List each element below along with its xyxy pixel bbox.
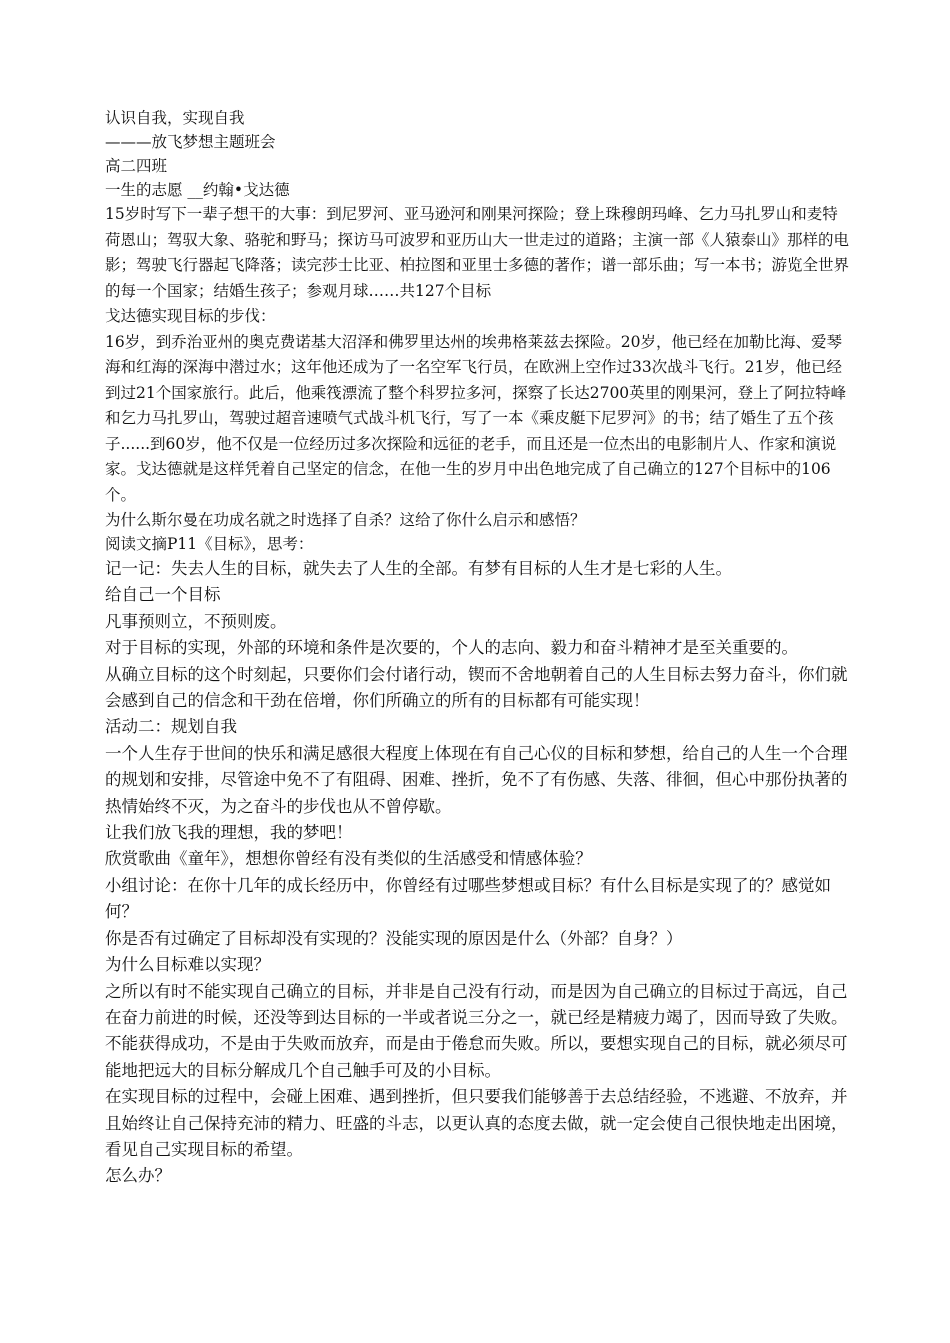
why-hard-heading: 为什么目标难以实现？	[105, 955, 270, 975]
importance-paragraph: 对于目标的实现，外部的环境和条件是次要的，个人的志向、毅力和奋斗精神才是至关重要的。	[105, 638, 798, 658]
unrealized-paragraph: 你是否有过确定了目标却没有实现的？没能实现的原因是什么（外部？自身？）	[105, 928, 683, 948]
give-goal-heading: 给自己一个目标	[105, 585, 221, 605]
song-paragraph: 欣赏歌曲《童年》，想想你曾经有没有类似的生活感受和情感体验？	[105, 849, 592, 869]
steps-heading: 戈达德实现目标的步伐：	[105, 307, 276, 325]
document-subtitle: ———放飞梦想主题班会	[105, 133, 276, 151]
proverb-paragraph: 凡事预则立，不预则废。	[105, 611, 287, 631]
document-title: 认识自我，实现自我	[105, 109, 245, 127]
action-paragraph: 从确立目标的这个时刻起，只要你们会付诸行动，锲而不舍地朝着自己的人生目标去努力奋斗，你们就会感到自己的信念和干劲在倍增，你们所确立的所有的目标都有可能实现！	[105, 664, 848, 711]
activity-heading: 活动二：规划自我	[105, 717, 237, 737]
reading-prompt: 阅读文摘P11《目标》，思考：	[105, 535, 314, 553]
story-heading: 一生的志愿 __约翰•戈达德	[105, 181, 290, 199]
dream-paragraph: 让我们放飞我的理想，我的梦吧！	[105, 823, 353, 843]
happiness-paragraph: 一个人生存于世间的快乐和满足感很大程度上体现在有自己心仪的目标和梦想，给自己的人生一个合理的规划和安排，尽管途中免不了有阻碍、困难、挫折，免不了有伤感、失落、徘徊，但心中那份执著的热情始终不灭，为之奋斗的步伐也从不曾停歇。	[105, 743, 848, 816]
remember-paragraph: 记一记：失去人生的目标，就失去了人生的全部。有梦有目标的人生才是七彩的人生。	[105, 559, 732, 578]
goals-paragraph: 15岁时写下一辈子想干的大事：到尼罗河、亚马逊河和刚果河探险；登上珠穆朗玛峰、乞力马扎罗山和麦特荷恩山；驾驭大象、骆驼和野马；探访马可波罗和亚历山大一世走过的道路；主演一部《人猿泰山》那样的电影；驾驶飞行器起飞降落；读完莎士比亚、柏拉图和亚里士多德的著作；谱一部乐曲；写一本书；游览全世界的每一个国家；结婚生孩子；参观月球……共127个目标	[105, 205, 850, 300]
discussion-paragraph: 小组讨论：在你十几年的成长经历中，你曾经有过哪些梦想或目标？有什么目标是实现了的？感觉如何？	[105, 875, 831, 922]
class-name: 高二四班	[105, 157, 168, 175]
failure-paragraph: 不能获得成功，不是由于失败而放弃，而是由于倦怠而失败。所以，要想实现自己的目标，就必须尽可能地把远大的目标分解成几个自己触手可及的小目标。	[105, 1034, 848, 1080]
document-page	[105, 106, 850, 1190]
question-paragraph: 为什么斯尔曼在功成名就之时选择了自杀？这给了你什么启示和感悟？	[105, 511, 586, 529]
what-to-do-heading: 怎么办？	[105, 1166, 171, 1186]
persist-paragraph: 在实现目标的过程中，会碰上困难、遇到挫折，但只要我们能够善于去总结经验，不逃避、不放弃，并且始终让自己保持充沛的精力、旺盛的斗志，以更认真的态度去做，就一定会使自己很快地走出困境，看见自己实现目标的希望。	[105, 1087, 848, 1159]
reason-paragraph: 之所以有时不能实现自己确立的目标，并非是自己没有行动，而是因为自己确立的目标过于高远，自己在奋力前进的时候，还没等到达目标的一半或者说三分之一，就已经是精疲力竭了，因而导致了失败。	[105, 981, 848, 1027]
steps-paragraph: 16岁，到乔治亚州的奥克费诺基大沼泽和佛罗里达州的埃弗格莱兹去探险。20岁，他已经在加勒比海、爱琴海和红海的深海中潜过水；这年他还成为了一名空军飞行员，在欧洲上空作过33次战斗飞行。21岁，他已经到过21个国家旅行。此后，他乘筏漂流了整个科罗拉多河，探察了长达2700英里的刚果河，登上了阿拉特峰和乞力马扎罗山，驾驶过超音速喷气式战斗机飞行，写了一本《乘皮艇下尼罗河》的书；结了婚生了五个孩子......到60岁，他不仅是一位经历过多次探险和远征的老手，而且还是一位杰出的电影制片人、作家和演说家。戈达德就是这样凭着自己坚定的信念，在他一生的岁月中出色地完成了自己确立的127个目标中的106个。	[105, 332, 847, 504]
